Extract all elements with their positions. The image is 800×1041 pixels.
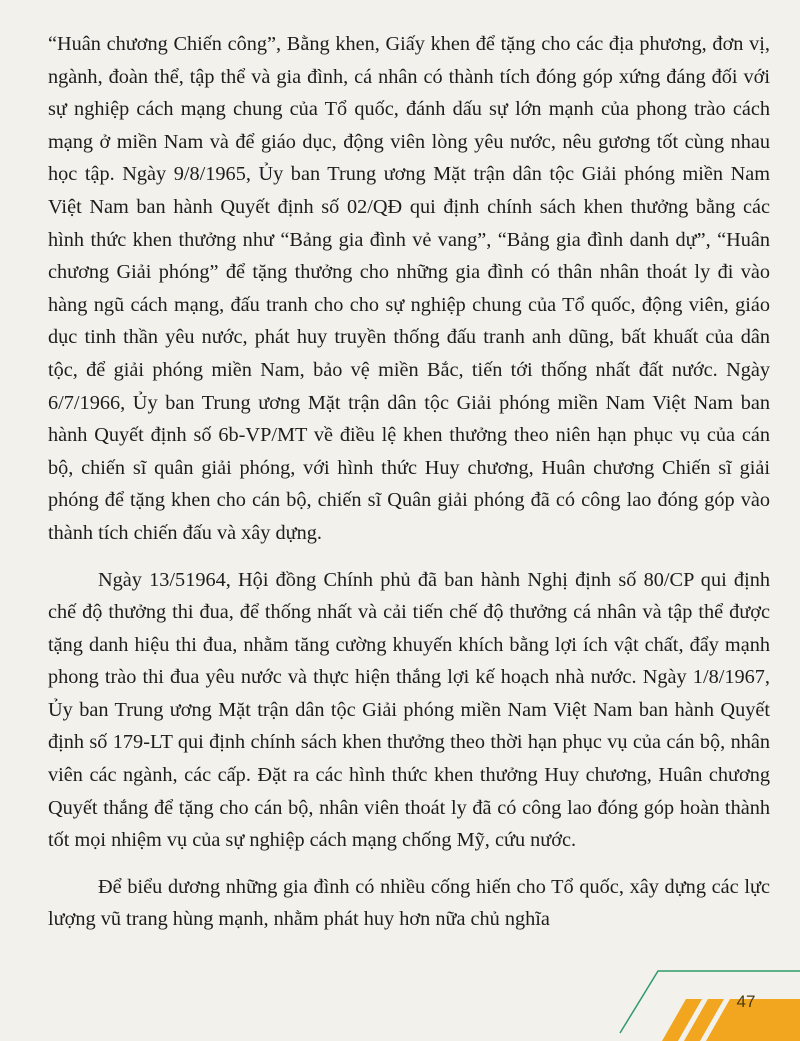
paragraph-3: Để biểu dương những gia đình có nhiều cống hiến cho Tổ quốc, xây dựng các lực lượng vũ trang hùng mạnh, nhằm phát huy hơn nữa chủ nghĩa — [48, 875, 770, 931]
page-number: 47 — [736, 992, 756, 1011]
paragraph-1: “Huân chương Chiến công”, Bằng khen, Giấy khen để tặng cho các địa phương, đơn vị, ngành, đoàn thể, tập thể và gia đình, cá nhân có thành tích đóng góp xứng đáng đối với sự nghiệp cách mạng chung của Tổ quốc, đánh dấu sự lớn mạnh của phong trào cách mạng ở miền Nam và để giáo dục, động viên lòng yêu nước, nêu gương tốt cùng nhau học tập. Ngày 9/8/1965, Ủy ban Trung ương Mặt trận dân tộc Giải phóng miền Nam Việt Nam ban hành Quyết định số 02/QĐ qui định chính sách khen thưởng bằng các hình thức khen thưởng như “Bảng gia đình vẻ vang”, “Bảng gia đình danh dự”, “Huân chương Giải phóng” để tặng thưởng cho những gia đình có thân nhân thoát ly đi vào hàng ngũ cách mạng, đấu tranh cho cho sự nghiệp chung của Tổ quốc, động viên, giáo dục tinh thần yêu nước, phát huy truyền thống đấu tranh anh dũng, bất khuất của dân tộc, để giải phóng miền Nam, bảo vệ miền Bắc, tiến tới thống nhất đất nước. Ngày 6/7/1966, Ủy ban Trung ương Mặt trận dân tộc Giải phóng miền Nam Việt Nam ban hành Quyết định số 6b-VP/MT về điều lệ khen thưởng theo niên hạn phục vụ của cán bộ, chiến sĩ quân giải phóng, với hình thức Huy chương, Huân chương Chiến sĩ giải phóng để tặng khen cho cán bộ, chiến sĩ Quân giải phóng đã có công lao đóng góp vào thành tích chiến đấu và xây dựng. — [48, 33, 770, 544]
paragraph-2: Ngày 13/51964, Hội đồng Chính phủ đã ban hành Nghị định số 80/CP qui định chế độ thưởng thi đua, để thống nhất và cải tiến chế độ thưởng cá nhân và tập thể được tặng danh hiệu thi đua, nhằm tăng cường khuyến khích bằng lợi ích vật chất, đẩy mạnh phong trào thi đua yêu nước và thực hiện thắng lợi kế hoạch nhà nước. Ngày 1/8/1967, Ủy ban Trung ương Mặt trận dân tộc Giải phóng miền Nam Việt Nam ban hành Quyết định số 179-LT qui định chính sách khen thưởng theo thời hạn phục vụ của cán bộ, nhân viên các ngành, các cấp. Đặt ra các hình thức khen thưởng Huy chương, Huân chương Quyết thắng để tặng cho cán bộ, nhân viên thoát ly đã có công lao đóng góp hoàn thành tốt mọi nhiệm vụ của sự nghiệp cách mạng chống Mỹ, cứu nước. — [48, 568, 770, 852]
page-number-decoration — [600, 941, 800, 1041]
body-text — [48, 28, 770, 936]
